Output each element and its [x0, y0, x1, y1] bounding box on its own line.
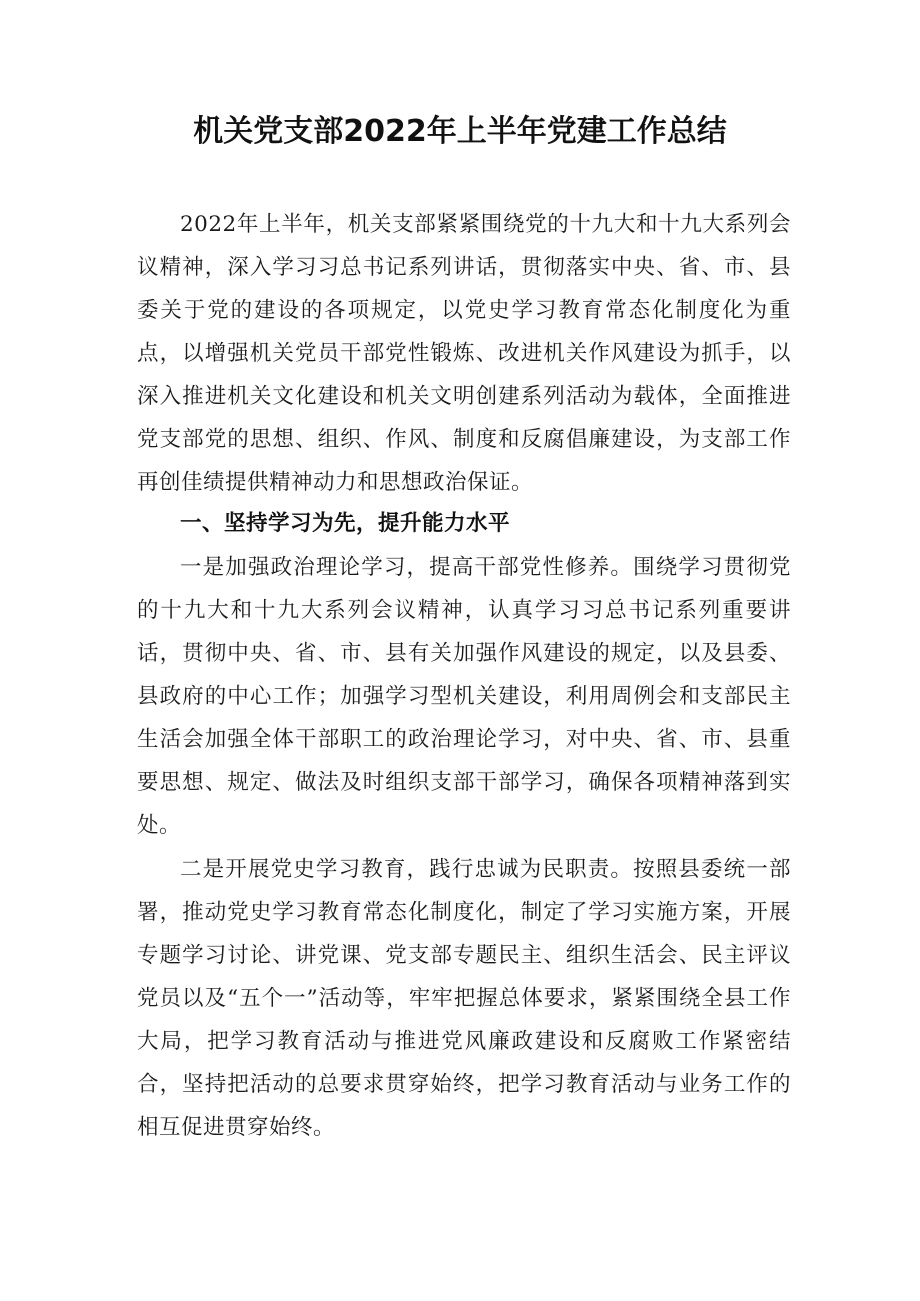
paragraph-political-study: 一是加强政治理论学习，提高干部党性修养。围绕学习贯彻党的十九大和十九大系列会议精神，认真学习习总书记系列重要讲话，贯彻中央、省、市、县有关加强作风建设的规定，以及县委、县政府的中心工作；加强学习型机关建设，利用周例会和支部民主生活会加强全体干部职工的政治理论学习，对中央、省、市、县重要思想、规定、做法及时组织支部干部学习，确保各项精神落到实处。	[137, 555, 791, 838]
intro-paragraph: 2022年上半年，机关支部紧紧围绕党的十九大和十九大系列会议精神，深入学习习总书记系列讲话，贯彻落实中央、省、市、县委关于党的建设的各项规定，以党史学习教育常态化制度化为重点，以增强机关党员干部党性锻炼、改进机关作风建设为抓手，以深入推进机关文化建设和机关文明创建系列活动为载体，全面推进党支部党的思想、组织、作风、制度和反腐倡廉建设，为支部工作再创佳绩提供精神动力和思想政治保证。	[137, 212, 791, 495]
section-1-heading: 一、坚持学习为先，提升能力水平	[180, 511, 511, 536]
paragraph-party-history: 二是开展党史学习教育，践行忠诚为民职责。按照县委统一部署，推动党史学习教育常态化制度化，制定了学习实施方案，开展专题学习讨论、讲党课、党支部专题民主、组织生活会、民主评议党员以及“五个一”活动等，牢牢把握总体要求，紧紧围绕全县工作大局，把学习教育活动与推进党风廉政建设和反腐败工作紧密结合，坚持把活动的总要求贯穿始终，把学习教育活动与业务工作的相互促进贯穿始终。	[137, 857, 791, 1140]
document-title: 机关党支部2022年上半年党建工作总结	[193, 114, 727, 149]
